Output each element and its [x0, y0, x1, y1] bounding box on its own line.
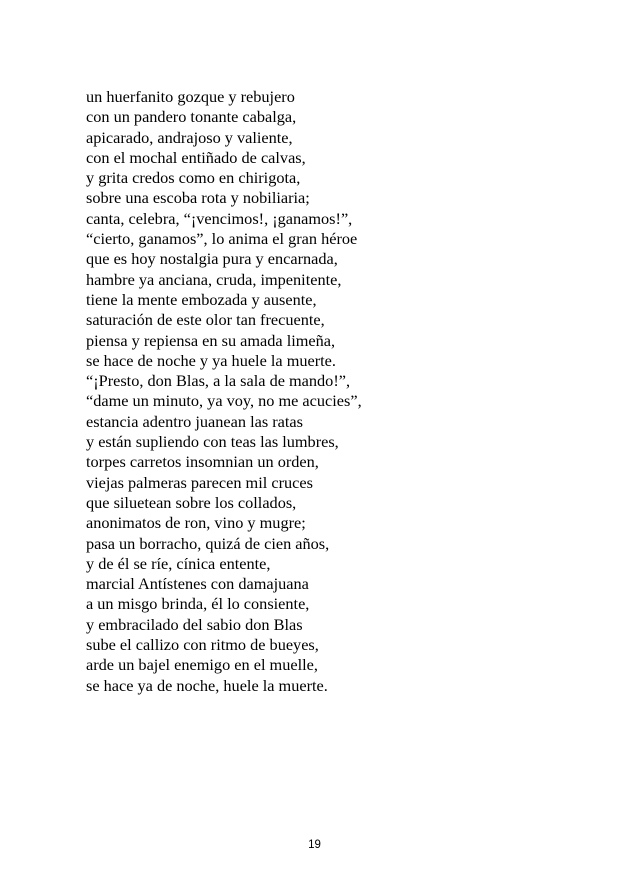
poem-line: sube el callizo con ritmo de bueyes,: [86, 635, 319, 655]
poem-line: “¡Presto, don Blas, a la sala de mando!”,: [86, 371, 351, 391]
page-number: 19: [308, 839, 321, 851]
poem-line: piensa y repiensa en su amada limeña,: [86, 330, 336, 350]
poem-line: apicarado, andrajoso y valiente,: [86, 127, 293, 147]
poem-line: estancia adentro juanean las ratas: [86, 411, 303, 431]
poem-line: arde un bajel enemigo en el muelle,: [86, 655, 318, 675]
poem-line: pasa un borracho, quizá de cien años,: [86, 533, 330, 553]
poem-line: tiene la mente embozada y ausente,: [86, 289, 317, 309]
poem-line: “dame un minuto, ya voy, no me acucies”,: [86, 391, 362, 411]
poem-line: a un misgo brinda, él lo consiente,: [86, 594, 310, 614]
poem-line: torpes carretos insomnian un orden,: [86, 452, 319, 472]
poem-line: un huerfanito gozque y rebujero: [86, 87, 295, 106]
poem-line: que es hoy nostalgia pura y encarnada,: [86, 249, 338, 269]
poem-body: [86, 87, 362, 696]
poem-line: “cierto, ganamos”, lo anima el gran héroe: [86, 229, 358, 249]
poem-line: se hace de noche y ya huele la muerte.: [86, 350, 336, 370]
poem-line: y embracilado del sabio don Blas: [86, 614, 303, 634]
poem-line: y grita credos como en chirigota,: [86, 168, 301, 188]
poem-line: sobre una escoba rota y nobiliaria;: [86, 188, 310, 208]
poem-line: que siluetean sobre los collados,: [86, 492, 297, 512]
poem-line: con un pandero tonante cabalga,: [86, 107, 297, 127]
poem-line: anonimatos de ron, vino y mugre;: [86, 513, 306, 533]
poem-line: marcial Antístenes con damajuana: [86, 574, 309, 594]
poem-line: se hace ya de noche, huele la muerte.: [86, 675, 328, 695]
poem-line: y están supliendo con teas las lumbres,: [86, 432, 339, 452]
poem-line: viejas palmeras parecen mil cruces: [86, 472, 313, 492]
poem-line: con el mochal entiñado de calvas,: [86, 147, 306, 167]
poem-line: saturación de este olor tan frecuente,: [86, 310, 325, 330]
poem-line: hambre ya anciana, cruda, impenitente,: [86, 269, 342, 289]
poem-line: canta, celebra, “¡vencimos!, ¡ganamos!”,: [86, 208, 353, 228]
poem-line: y de él se ríe, cínica entente,: [86, 553, 271, 573]
